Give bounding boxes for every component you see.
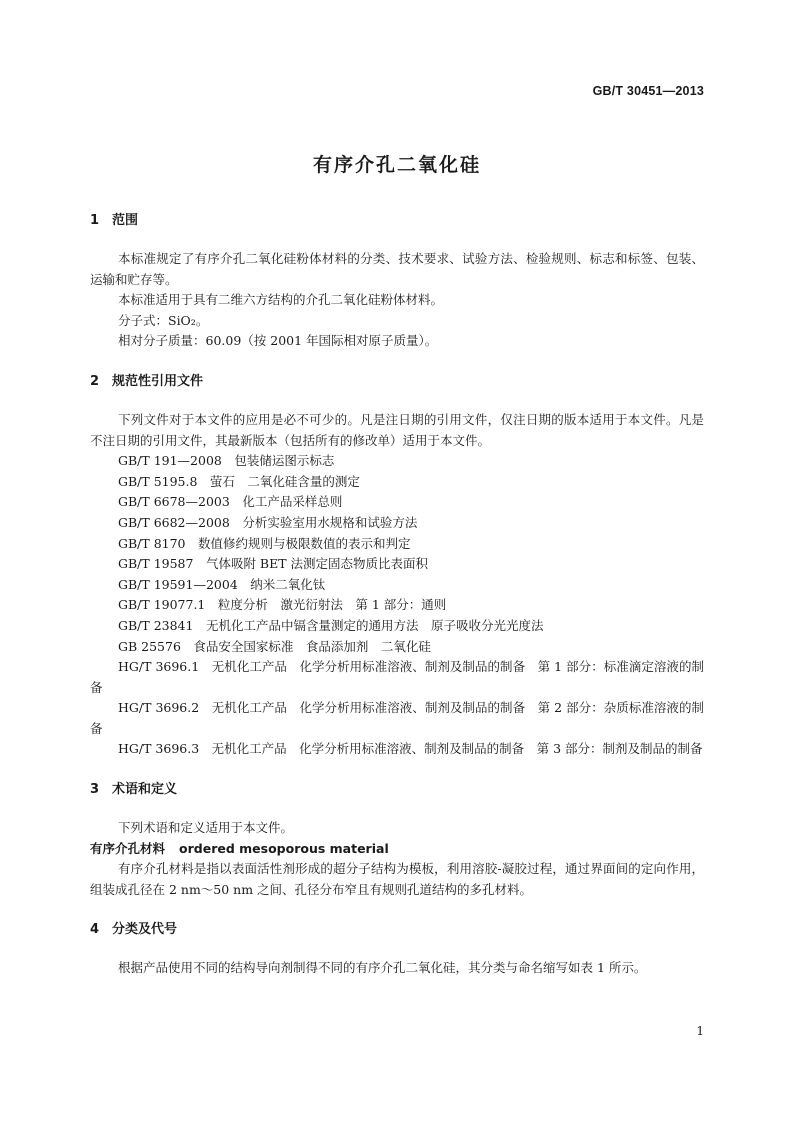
- term-entry: [90, 839, 704, 860]
- reference-item: GB/T 191—2008 包装储运图示标志: [118, 453, 335, 469]
- section-4-heading: [90, 919, 704, 941]
- term-chinese: 有序介孔材料: [90, 840, 166, 856]
- section-1-heading: [90, 210, 704, 232]
- section-number: 4: [90, 922, 100, 938]
- reference-list: [90, 451, 704, 760]
- document-body: [90, 210, 704, 979]
- reference-item: GB 25576 食品安全国家标准 食品添加剂 二氧化硅: [118, 638, 431, 654]
- scope-paragraph: 本标准适用于具有二维六方结构的介孔二氧化硅粉体材料。: [118, 292, 444, 308]
- references-intro: 下列文件对于本文件的应用是必不可少的。凡是注日期的引用文件，仅注日期的版本适用于本文件。凡是不注日期的引用文件，其最新版本（包括所有的修改单）适用于本文件。: [90, 411, 704, 448]
- document-title: 有序介孔二氧化硅: [312, 154, 481, 176]
- section-2-heading: [90, 371, 704, 393]
- term-definition: 有序介孔材料是指以表面活性剂形成的超分子结构为模板，利用溶胶-凝胶过程，通过界面间的定向作用，组装成孔径在 2 nm～50 nm 之间、孔径分布窄且有规则孔道结构的多孔材料。: [90, 861, 704, 897]
- section-3-heading: [90, 779, 704, 801]
- reference-item: GB/T 6678—2003 化工产品采样总则: [118, 494, 343, 510]
- section-number: 2: [90, 373, 100, 389]
- term-english: ordered mesoporous material: [179, 840, 389, 856]
- reference-item: GB/T 19587 气体吸附 BET 法测定固态物质比表面积: [118, 556, 429, 572]
- page-number: 1: [696, 1024, 704, 1038]
- reference-item: GB/T 23841 无机化工产品中镉含量测定的通用方法 原子吸收分光光度法: [118, 617, 544, 633]
- section-title: 分类及代号: [112, 922, 178, 938]
- section-title: 规范性引用文件: [112, 373, 204, 389]
- molecular-mass: 相对分子质量：60.09（按 2001 年国际相对原子质量）。: [118, 333, 438, 349]
- standard-code: GB/T 30451—2013: [592, 84, 704, 98]
- section-title: 范围: [112, 213, 139, 228]
- section-title: 术语和定义: [112, 782, 178, 798]
- reference-item: HG/T 3696.3 无机化工产品 化学分析用标准溶液、制剂及制品的制备 第 3 部分：制剂及制品的制备: [118, 741, 703, 757]
- classification-paragraph: 根据产品使用不同的结构导向剂制得不同的有序介孔二氧化硅，其分类与命名缩写如表 1 所示。: [118, 960, 647, 976]
- section-number: 1: [90, 213, 100, 228]
- reference-item: HG/T 3696.1 无机化工产品 化学分析用标准溶液、制剂及制品的制备 第 1 部分：标准滴定溶液的制备: [90, 659, 704, 695]
- reference-item: GB/T 8170 数值修约规则与极限数值的表示和判定: [118, 535, 411, 551]
- reference-item: GB/T 19591—2004 纳米二氧化钛: [118, 576, 326, 592]
- reference-item: GB/T 19077.1 粒度分析 激光衍射法 第 1 部分：通则: [118, 597, 447, 613]
- reference-item: GB/T 6682—2008 分析实验室用水规格和试验方法: [118, 514, 418, 530]
- reference-item: GB/T 5195.8 萤石 二氧化硅含量的测定: [118, 473, 360, 489]
- reference-item: HG/T 3696.2 无机化工产品 化学分析用标准溶液、制剂及制品的制备 第 2 部分：杂质标准溶液的制备: [90, 700, 704, 736]
- molecular-formula: 分子式：SiO₂。: [118, 312, 209, 328]
- scope-paragraph: 本标准规定了有序介孔二氧化硅粉体材料的分类、技术要求、试验方法、检验规则、标志和标签、包装、运输和贮存等。: [90, 251, 704, 287]
- section-number: 3: [90, 782, 100, 798]
- terms-intro: 下列术语和定义适用于本文件。: [118, 820, 294, 836]
